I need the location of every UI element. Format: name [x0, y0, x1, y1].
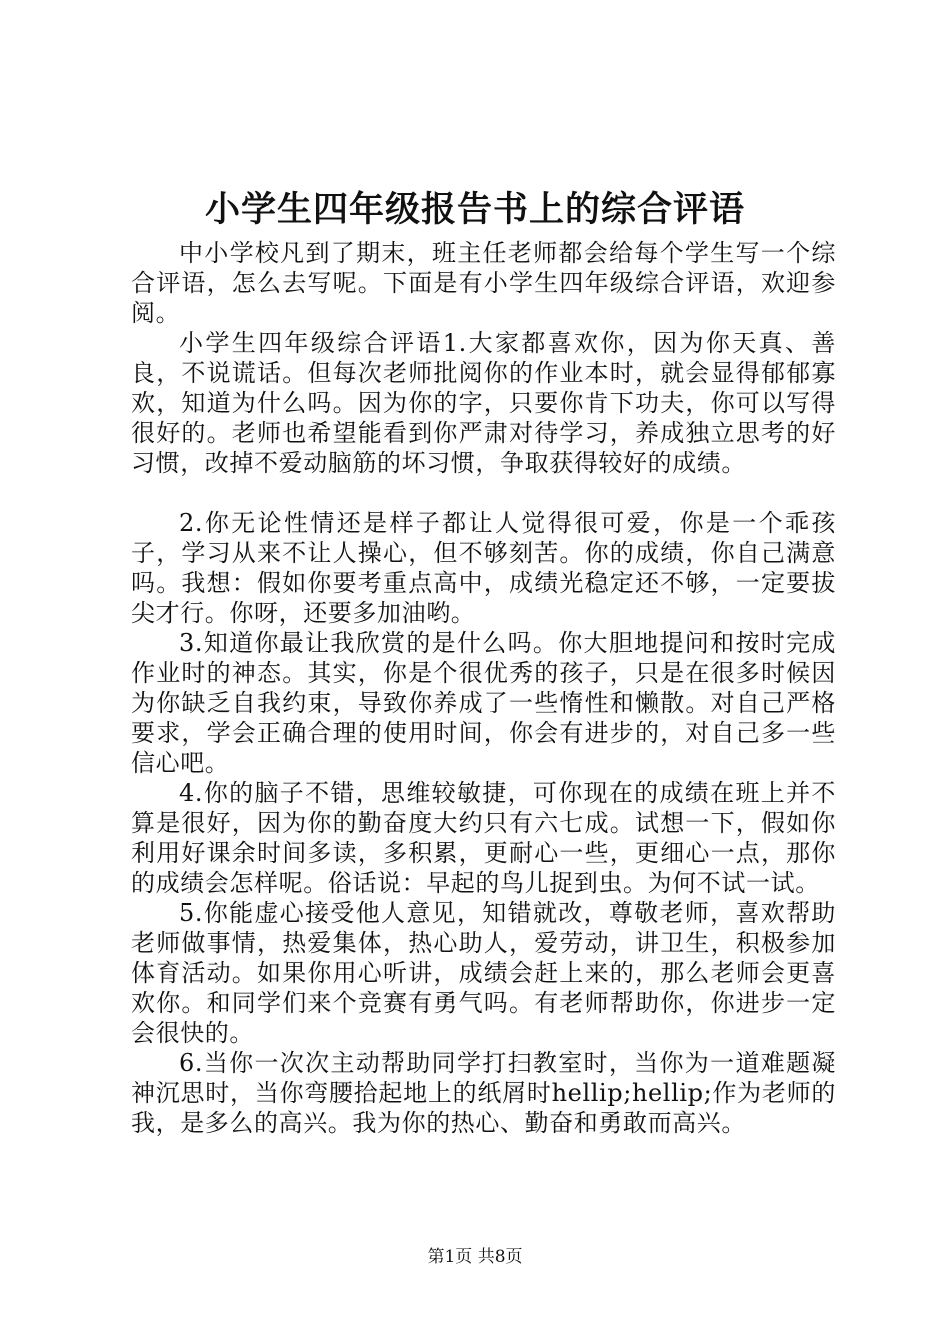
comment-paragraph-2: 2.你无论性情还是样子都让人觉得很可爱，你是一个乖孩子，学习从来不让人操心，但不够刻苦。你的成绩，你自己满意吗。我想：假如你要考重点高中，成绩光稳定还不够，一定要拔尖才行。你呀，还要多加油哟。 [131, 509, 836, 627]
comment-paragraph-1: 小学生四年级综合评语1.大家都喜欢你，因为你天真、善良，不说谎话。但每次老师批阅你的作业本时，就会显得郁郁寡欢，知道为什么吗。因为你的字，只要你肯下功夫，你可以写得很好的。老师也希望能看到你严肃对待学习，养成独立思考的好习惯，改掉不爱动脑筋的坏习惯，争取获得较好的成绩。 [131, 329, 836, 477]
document-body [131, 238, 836, 1138]
intro-paragraph: 中小学校凡到了期末，班主任老师都会给每个学生写一个综合评语，怎么去写呢。下面是有小学生四年级综合评语，欢迎参阅。 [131, 239, 836, 327]
paragraph-spacer [131, 478, 836, 508]
comment-paragraph-4: 4.你的脑子不错，思维较敏捷，可你现在的成绩在班上并不算是很好，因为你的勤奋度大约只有六七成。试想一下，假如你利用好课余时间多读，多积累，更耐心一些，更细心一点，那你的成绩会怎样呢。俗话说：早起的鸟儿捉到虫。为何不试一试。 [131, 779, 836, 897]
page-number-footer: 第1页 共8页 [427, 1247, 523, 1267]
comment-paragraph-6: 6.当你一次次主动帮助同学打扫教室时，当你为一道难题凝神沉思时，当你弯腰拾起地上的纸屑时hellip;hellip;作为老师的我，是多么的高兴。我为你的热心、勤奋和勇敢而高兴。 [131, 1049, 836, 1137]
document-title: 小学生四年级报告书上的综合评语 [204, 189, 745, 230]
comment-paragraph-5: 5.你能虚心接受他人意见，知错就改，尊敬老师，喜欢帮助老师做事情，热爱集体，热心助人，爱劳动，讲卫生，积极参加体育活动。如果你用心听讲，成绩会赶上来的，那么老师会更喜欢你。和同学们来个竞赛有勇气吗。有老师帮助你，你进步一定会很快的。 [131, 899, 836, 1047]
comment-paragraph-3: 3.知道你最让我欣赏的是什么吗。你大胆地提问和按时完成作业时的神态。其实，你是个很优秀的孩子，只是在很多时候因为你缺乏自我约束，导致你养成了一些惰性和懒散。对自己严格要求，学会正确合理的使用时间，你会有进步的，对自己多一些信心吧。 [131, 629, 836, 777]
